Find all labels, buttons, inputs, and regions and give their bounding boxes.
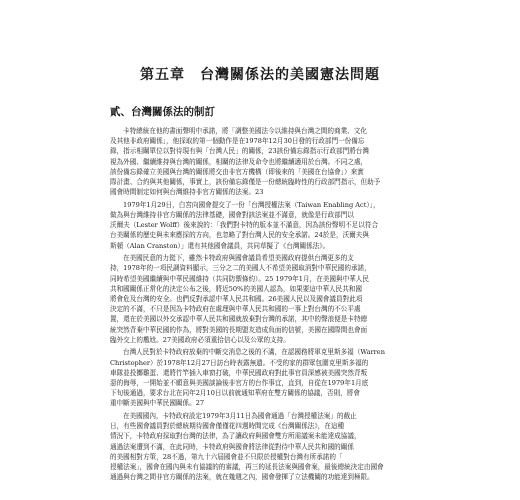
text-line: 該份備忘錄確立美國與台灣的關係將交由非官方機構（即後來的「美國在台協會」）來實: [110, 167, 364, 176]
text-line: 通過與台灣之間非官方關係的法案，就在幾週之內，國會發揮了立法機關的功能達到極限。: [110, 473, 374, 482]
text-line: 台美關係的歷史與未來應採的方向，也忽略了對台灣人民的安全承諾。24於是，沃爾夫與: [110, 231, 369, 240]
paragraph: [110, 253, 418, 345]
text-line: Christopher）於1978年12月27日訪台時表露無遺。不受的家的群眾包圍克里斯多福的: [110, 358, 369, 367]
text-line: 卡特總統在他的書面聲明中承諾，將「調整美國法今以維持與台灣之間的商業、文化: [123, 127, 367, 135]
chapter-title: 第五章 台灣關係法的美國憲法問題: [140, 67, 380, 83]
body-text: [110, 126, 418, 485]
text-line: 際計畫、合約與其他關係，事實上，該份備忘錄僅是一份總統臨時性的行政部門指示，但助予: [110, 177, 381, 186]
text-line: 台灣人民對於卡特政府放棄的中斷交消息之後的不滿，在認國務將軍克里斯多福（Warren: [123, 348, 385, 357]
text-line: 臨外交上的尷尬。27美國政府必須重拾信心以及公眾的支持。: [110, 335, 290, 344]
text-line: 重申斷美國與中華民國關係。27: [110, 399, 205, 408]
text-line: 在美國民意的力挺下，雖然卡特政府與國會議員希望美國政府提供台灣更多的支: [123, 254, 354, 263]
text-line: 做為與台灣維持非官方關係的法律基礎，國會對該法案並不滿意，就像是行政部門以: [110, 211, 354, 219]
text-line: 情況下，卡特政府採取對台灣的法律，為了讓政府與國會雙方所需議案未能達成協議，: [110, 432, 361, 441]
text-line: 決定的不滿，不只是因為卡特政府在處理與中華人民共和國的一事上對台灣的不公平處: [110, 305, 361, 314]
text-line: 的美國相對方策，28不過，第九十六屆國會並不只限於授權對台灣有所承諾的「: [110, 452, 343, 461]
text-line: 及其他非政府關係」，他採取的第一個動作是在1978年12月30日發的行政部門一份備忘: [110, 137, 365, 146]
paragraph: [110, 347, 418, 408]
text-line: 置，還在於美國以外交承認中華人民共和國就放棄對台灣的承諾，其中的聲浪便是卡特總: [110, 315, 368, 324]
text-line: 持，1978年的一項民調資料顯示，三分之二的美國人不希望美國取消對中華民國的承諾，: [110, 264, 371, 273]
paragraph: [110, 126, 418, 197]
text-line: 統突然背棄中華民國的作為，將對美國的長期盟友造成負面的信號，美國在國際間也會面: [110, 325, 368, 334]
text-line: 將會危及台灣的安全。也們反對承認中華人民共和國。26美國人民以及國會議員對此項: [110, 295, 363, 303]
text-line: 日，有些國會議員對於總統期待國會僅僅花四週時間完成《台灣關係法》，在這種: [110, 422, 345, 431]
paragraph: [110, 200, 418, 251]
text-line: 車隊並投擲雞蛋、還將竹竿插入車窗打破，中華民國政府對此事官員深感被美國突然背叛: [110, 368, 368, 377]
text-line: 在美國國內，卡特政府設定1979年3月11日為國會通過「台灣授權法案」的截止: [123, 412, 357, 421]
text-line: 通過法案遭到不滿，在此同時，卡特政府與國會將法律從對待中華人民共和國的關係: [110, 442, 354, 451]
text-line: 共和國關係正常化的決定公布之後，將近50%的美國人認為，如果要這中華人民共和國: [110, 284, 363, 293]
text-line: 國會時間制定如何與台灣維持非官方關係的法案。23: [110, 188, 264, 197]
paragraph: [110, 411, 418, 482]
text-line: 1979年1月29日，白宮向國會提交了一份「台灣授權法案（Taiwan Enabling Act）」，: [123, 200, 380, 209]
text-line: 同時希望美國繼續與中華民國維持（共同防禦條約）。25 1979年1月，在美國與中華人民: [110, 274, 369, 283]
text-line: 下旬後通過，要求台北在同年2月10日以前就通知華府在雙方關係的協議，否則，將會: [110, 389, 360, 398]
text-line: 視為外國、繼續維持與台灣的關係，相關的法律及命令也將繼續適用於台灣。不同之處，: [110, 157, 368, 166]
text-line: 錄，指示相關單位以對待現有與「台灣人民」的關係，23該份備忘錄指示行政部門將台灣: [110, 147, 369, 156]
text-line: 斯頓（Alan Cranston）」還有其他國會議員，共同草擬了《台灣關係法》。: [110, 241, 330, 250]
text-line: 沃爾夫（Lester Wolff）後來說的：「我們對卡特的版本並不滿意，因為該份聲明不足以符合: [110, 221, 379, 230]
section-heading: 貳、台灣關係法的制訂: [110, 106, 215, 118]
text-line: 授權法案」，國會在國內與未有協議的的審議，再三的延長法案與國會案，最後總統決定由國會: [110, 463, 384, 471]
text-line: 惡的侮辱，一開始並不願意與美國談論後非官方的台作事宜，直到，自從在1979年1月底: [110, 379, 369, 387]
